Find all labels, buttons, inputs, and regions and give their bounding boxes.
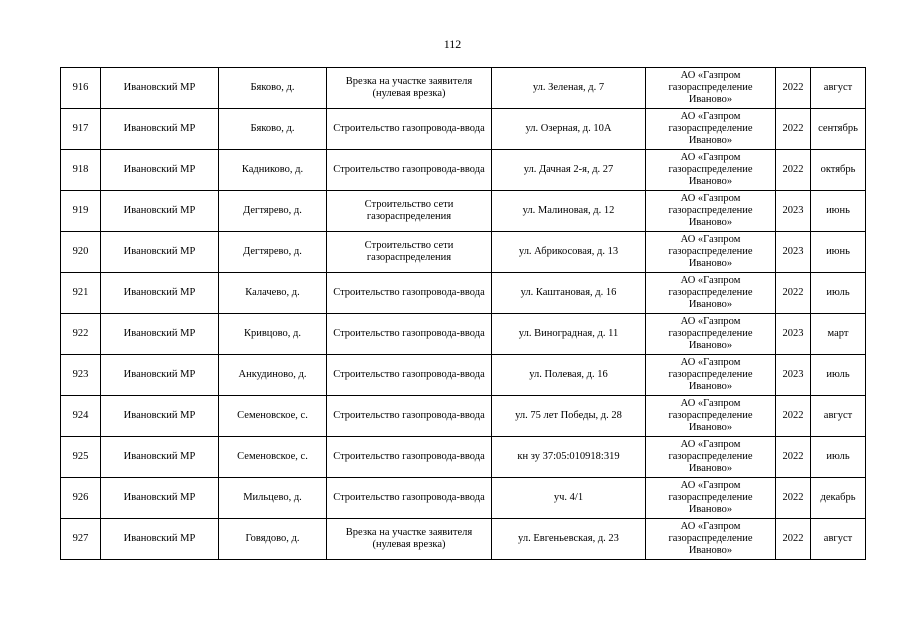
work-type-cell: Строительство газопровода-ввода [327, 478, 492, 519]
district-cell: Ивановский МР [101, 232, 219, 273]
table-row [61, 232, 866, 273]
address-cell: ул. Каштановая, д. 16 [492, 273, 646, 314]
district-cell: Ивановский МР [101, 437, 219, 478]
work-type-cell: Строительство сети газораспределения [327, 191, 492, 232]
work-type-cell: Строительство газопровода-ввода [327, 273, 492, 314]
year-cell: 2022 [776, 150, 811, 191]
district-cell: Ивановский МР [101, 396, 219, 437]
row-number-cell: 926 [61, 478, 101, 519]
settlement-cell: Мильцево, д. [219, 478, 327, 519]
settlement-cell: Дегтярево, д. [219, 232, 327, 273]
table-row [61, 68, 866, 109]
table-row [61, 396, 866, 437]
organization-cell: АО «Газпром газораспределение Иваново» [646, 519, 776, 560]
settlement-cell: Говядово, д. [219, 519, 327, 560]
settlement-cell: Кадниково, д. [219, 150, 327, 191]
page-number: 112 [443, 37, 462, 51]
work-type-cell: Строительство сети газораспределения [327, 232, 492, 273]
address-cell: ул. 75 лет Победы, д. 28 [492, 396, 646, 437]
row-number-cell: 919 [61, 191, 101, 232]
work-type-cell: Строительство газопровода-ввода [327, 396, 492, 437]
address-cell: ул. Зеленая, д. 7 [492, 68, 646, 109]
work-type-cell: Строительство газопровода-ввода [327, 314, 492, 355]
organization-cell: АО «Газпром газораспределение Иваново» [646, 191, 776, 232]
year-cell: 2022 [776, 273, 811, 314]
month-cell: август [811, 519, 866, 560]
organization-cell: АО «Газпром газораспределение Иваново» [646, 232, 776, 273]
settlement-cell: Бяково, д. [219, 109, 327, 150]
month-cell: декабрь [811, 478, 866, 519]
month-cell: август [811, 396, 866, 437]
district-cell: Ивановский МР [101, 355, 219, 396]
row-number-cell: 917 [61, 109, 101, 150]
gasification-schedule-table [60, 67, 866, 560]
organization-cell: АО «Газпром газораспределение Иваново» [646, 314, 776, 355]
month-cell: октябрь [811, 150, 866, 191]
organization-cell: АО «Газпром газораспределение Иваново» [646, 109, 776, 150]
month-cell: июль [811, 355, 866, 396]
month-cell: июнь [811, 191, 866, 232]
table-row [61, 478, 866, 519]
address-cell: ул. Дачная 2-я, д. 27 [492, 150, 646, 191]
address-cell: ул. Озерная, д. 10А [492, 109, 646, 150]
year-cell: 2022 [776, 519, 811, 560]
settlement-cell: Дегтярево, д. [219, 191, 327, 232]
organization-cell: АО «Газпром газораспределение Иваново» [646, 273, 776, 314]
table-row [61, 109, 866, 150]
row-number-cell: 925 [61, 437, 101, 478]
address-cell: кн зу 37:05:010918:319 [492, 437, 646, 478]
year-cell: 2022 [776, 478, 811, 519]
work-type-cell: Строительство газопровода-ввода [327, 355, 492, 396]
district-cell: Ивановский МР [101, 314, 219, 355]
district-cell: Ивановский МР [101, 478, 219, 519]
table-row [61, 150, 866, 191]
work-type-cell: Строительство газопровода-ввода [327, 437, 492, 478]
row-number-cell: 924 [61, 396, 101, 437]
table-row [61, 314, 866, 355]
row-number-cell: 922 [61, 314, 101, 355]
organization-cell: АО «Газпром газораспределение Иваново» [646, 68, 776, 109]
district-cell: Ивановский МР [101, 273, 219, 314]
year-cell: 2022 [776, 109, 811, 150]
organization-cell: АО «Газпром газораспределение Иваново» [646, 150, 776, 191]
row-number-cell: 921 [61, 273, 101, 314]
work-type-cell: Врезка на участке заявителя (нулевая врезка) [327, 519, 492, 560]
address-cell: ул. Полевая, д. 16 [492, 355, 646, 396]
work-type-cell: Врезка на участке заявителя (нулевая врезка) [327, 68, 492, 109]
district-cell: Ивановский МР [101, 109, 219, 150]
table-row [61, 273, 866, 314]
month-cell: июль [811, 273, 866, 314]
year-cell: 2022 [776, 437, 811, 478]
month-cell: март [811, 314, 866, 355]
year-cell: 2022 [776, 396, 811, 437]
district-cell: Ивановский МР [101, 150, 219, 191]
organization-cell: АО «Газпром газораспределение Иваново» [646, 437, 776, 478]
district-cell: Ивановский МР [101, 191, 219, 232]
year-cell: 2023 [776, 191, 811, 232]
year-cell: 2023 [776, 314, 811, 355]
settlement-cell: Семеновское, с. [219, 396, 327, 437]
year-cell: 2022 [776, 68, 811, 109]
settlement-cell: Семеновское, с. [219, 437, 327, 478]
work-type-cell: Строительство газопровода-ввода [327, 150, 492, 191]
month-cell: август [811, 68, 866, 109]
month-cell: июль [811, 437, 866, 478]
address-cell: ул. Малиновая, д. 12 [492, 191, 646, 232]
row-number-cell: 918 [61, 150, 101, 191]
row-number-cell: 916 [61, 68, 101, 109]
table-row [61, 355, 866, 396]
address-cell: ул. Виноградная, д. 11 [492, 314, 646, 355]
settlement-cell: Кривцово, д. [219, 314, 327, 355]
address-cell: ул. Абрикосовая, д. 13 [492, 232, 646, 273]
table-row [61, 191, 866, 232]
table-row [61, 437, 866, 478]
address-cell: ул. Евгеньевская, д. 23 [492, 519, 646, 560]
month-cell: сентябрь [811, 109, 866, 150]
district-cell: Ивановский МР [101, 519, 219, 560]
organization-cell: АО «Газпром газораспределение Иваново» [646, 355, 776, 396]
settlement-cell: Калачево, д. [219, 273, 327, 314]
row-number-cell: 927 [61, 519, 101, 560]
organization-cell: АО «Газпром газораспределение Иваново» [646, 396, 776, 437]
settlement-cell: Бяково, д. [219, 68, 327, 109]
schedule-body [61, 68, 866, 560]
work-type-cell: Строительство газопровода-ввода [327, 109, 492, 150]
settlement-cell: Анкудиново, д. [219, 355, 327, 396]
organization-cell: АО «Газпром газораспределение Иваново» [646, 478, 776, 519]
month-cell: июнь [811, 232, 866, 273]
row-number-cell: 920 [61, 232, 101, 273]
address-cell: уч. 4/1 [492, 478, 646, 519]
row-number-cell: 923 [61, 355, 101, 396]
year-cell: 2023 [776, 232, 811, 273]
district-cell: Ивановский МР [101, 68, 219, 109]
table-row [61, 519, 866, 560]
year-cell: 2023 [776, 355, 811, 396]
